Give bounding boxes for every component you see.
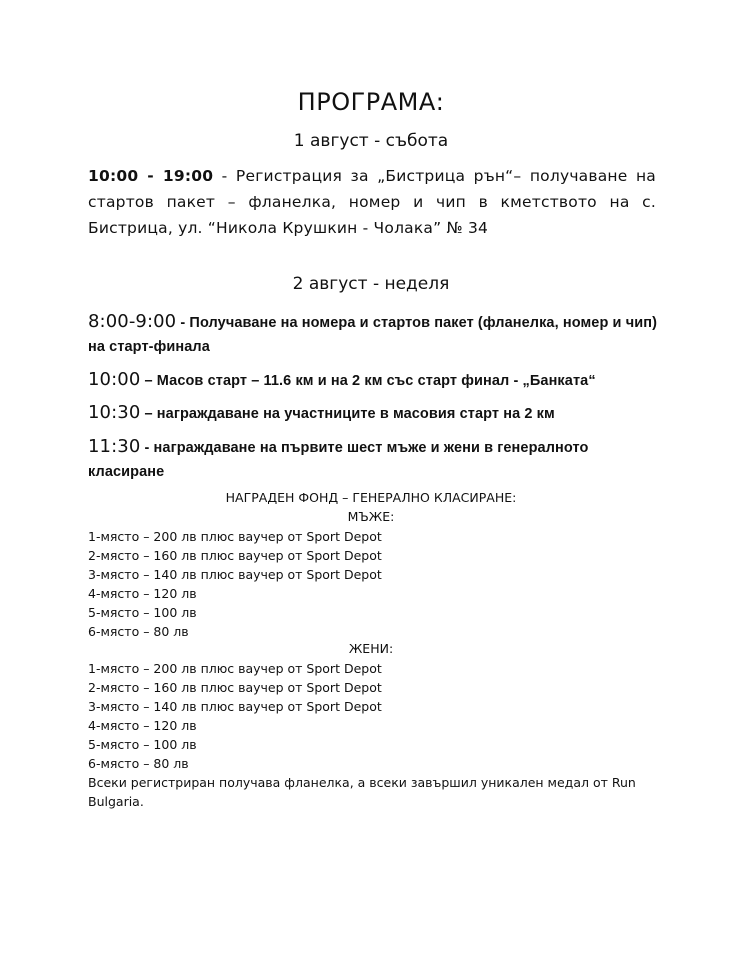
- women-place: 4-място – 120 лв: [88, 718, 197, 733]
- men-place: 6-място – 80 лв: [88, 624, 189, 639]
- men-place: 3-място – 140 лв плюс ваучер от Sport Depot: [88, 567, 382, 582]
- schedule-item: [88, 310, 658, 359]
- men-place: 4-място – 120 лв: [88, 586, 197, 601]
- women-place: 2-място – 160 лв плюс ваучер от Sport Depot: [88, 680, 382, 695]
- men-heading: МЪЖЕ:: [347, 509, 395, 524]
- women-place: 5-място – 100 лв: [88, 737, 197, 752]
- schedule-text: - награждаване на първите шест мъже и жени в генералното класиране: [88, 440, 589, 480]
- women-place: 1-място – 200 лв плюс ваучер от Sport Depot: [88, 661, 382, 676]
- day1-heading: 1 август - събота: [293, 131, 449, 151]
- registration-time: 10:00 - 19:00: [88, 167, 214, 185]
- schedule-item: [88, 368, 658, 393]
- schedule-item: [88, 435, 658, 484]
- women-place: 6-място – 80 лв: [88, 756, 189, 771]
- women-heading: ЖЕНИ:: [348, 641, 394, 656]
- participation-note: Всеки регистриран получава фланелка, а всеки завършил уникален медал от Run Bulgaria.: [88, 775, 636, 809]
- schedule-time: 10:00: [88, 369, 141, 390]
- registration-text: - Регистрация за „Бистрица рън“– получаване на стартов пакет – фланелка, номер и чип в кметството на с. Бистрица, ул. “Никола Крушкин - Чолака” № 34: [88, 167, 656, 237]
- page-title: ПРОГРАМА:: [297, 88, 445, 116]
- schedule-text: – награждаване на участниците в масовия старт на 2 км: [140, 406, 555, 422]
- schedule-time: 8:00-9:00: [88, 311, 177, 332]
- schedule-time: 11:30: [88, 436, 141, 457]
- schedule-item: [88, 401, 658, 426]
- schedule-text: – Масов старт – 11.6 км и на 2 км със старт финал - „Банката“: [140, 373, 596, 389]
- women-place: 3-място – 140 лв плюс ваучер от Sport Depot: [88, 699, 382, 714]
- men-place: 2-място – 160 лв плюс ваучер от Sport Depot: [88, 548, 382, 563]
- schedule-text: - Получаване на номера и стартов пакет (фланелка, номер и чип) на старт-финала: [88, 315, 658, 355]
- men-place: 5-място – 100 лв: [88, 605, 197, 620]
- prize-fund-heading: НАГРАДЕН ФОНД – ГЕНЕРАЛНО КЛАСИРАНЕ:: [225, 490, 517, 505]
- day1-registration-item: [88, 163, 656, 241]
- day2-heading: 2 август - неделя: [292, 274, 450, 294]
- schedule-time: 10:30: [88, 402, 141, 423]
- men-place: 1-място – 200 лв плюс ваучер от Sport Depot: [88, 529, 382, 544]
